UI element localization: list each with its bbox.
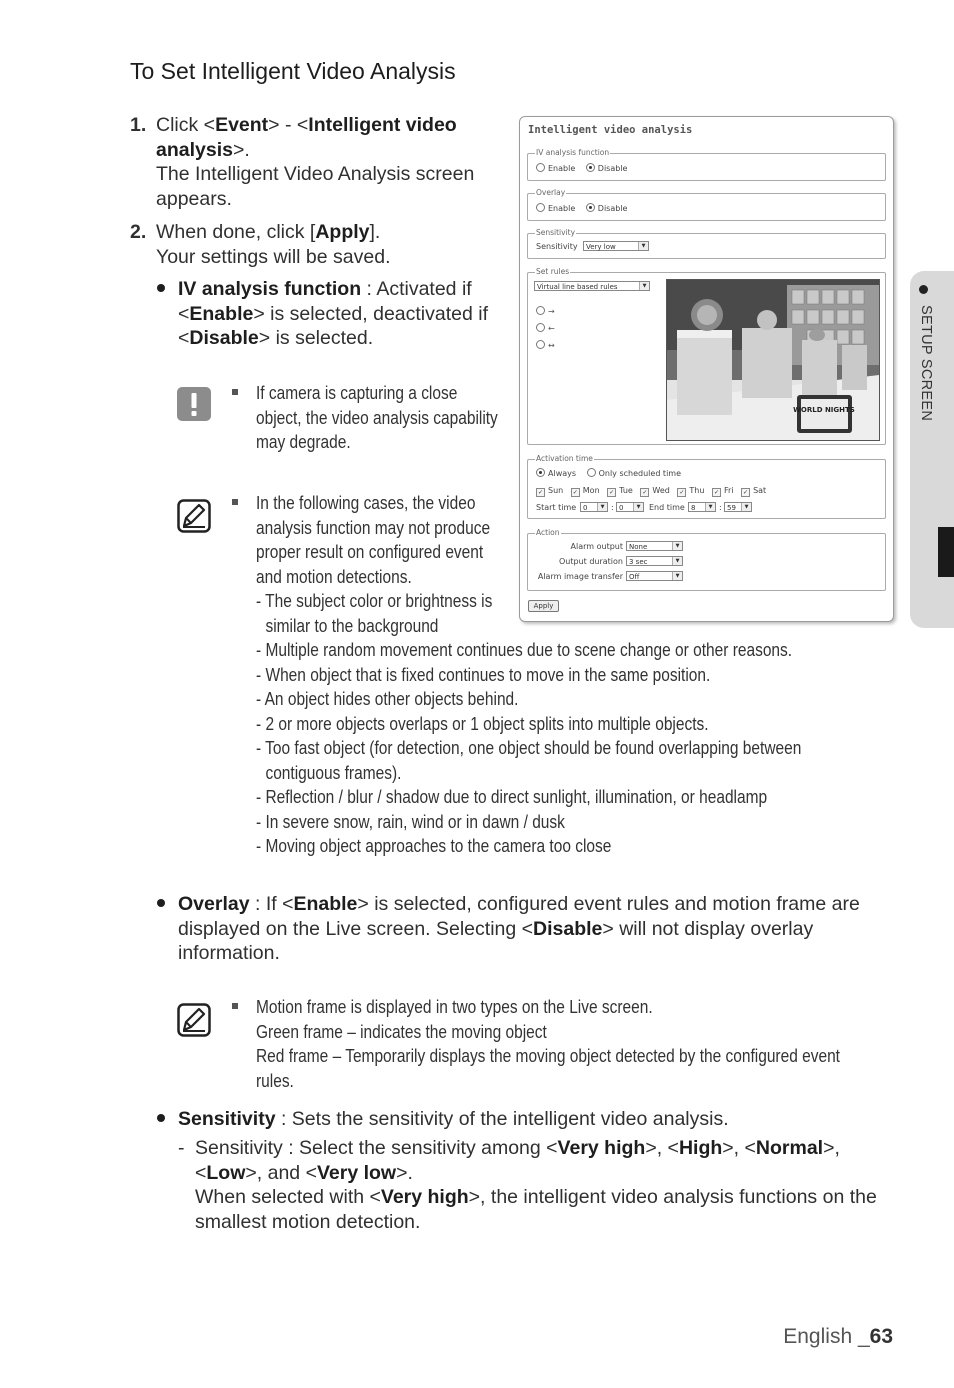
- memo-icon: [177, 1003, 211, 1037]
- bullet-label: Overlay: [178, 893, 250, 915]
- note-dash-line: - Too fast object (for detection, one object should be found overlapping between: [256, 738, 802, 758]
- rule-radio[interactable]: [536, 323, 545, 332]
- select-value: 3 sec: [629, 558, 648, 566]
- sensitivity-select[interactable]: [583, 241, 649, 251]
- high-label: High: [678, 1137, 723, 1159]
- bullet-text: > is selected, deactivated if <: [178, 302, 489, 349]
- step-text: > - <: [268, 114, 309, 136]
- note-line: may degrade.: [256, 432, 351, 452]
- note-line: Red frame – Temporarily displays the moving object detected by the configured event: [256, 1046, 840, 1066]
- note-line: object, the video analysis capability: [256, 407, 498, 428]
- note-line: analysis function may not produce: [256, 517, 491, 538]
- disable-label: Disable: [533, 917, 603, 940]
- chevron-down-icon: ▼: [638, 242, 648, 250]
- select-value: 59: [727, 504, 736, 512]
- iv-disable-radio[interactable]: [586, 163, 595, 172]
- start-hour-select[interactable]: [580, 502, 608, 512]
- step-text: When done, click [: [156, 221, 316, 243]
- chevron-down-icon: ▼: [672, 572, 682, 580]
- bullet-dot: [157, 899, 165, 907]
- activation-time-group: [527, 454, 886, 519]
- detail-text: >,: [823, 1137, 840, 1159]
- group-legend: Activation time: [536, 454, 593, 463]
- note-line: and motion detections.: [256, 566, 412, 587]
- iv-function-bullet: [178, 277, 508, 351]
- alarm-output-select[interactable]: [626, 541, 683, 551]
- day-label: Fri: [723, 486, 734, 495]
- step-text: ].: [369, 221, 381, 243]
- apply-label: Apply: [315, 221, 370, 243]
- rules-select[interactable]: [534, 281, 650, 291]
- iv-function-group: [527, 148, 886, 181]
- note-square: [232, 499, 238, 505]
- day-checkbox[interactable]: ✓: [642, 489, 648, 496]
- overlay-bullet: [178, 892, 868, 966]
- disable-label: Disable: [189, 327, 259, 349]
- radio-label: Enable: [548, 164, 576, 173]
- group-legend: IV analysis function: [536, 148, 610, 157]
- dash-marker: -: [178, 1137, 185, 1159]
- note-line: In the following cases, the video: [256, 493, 476, 513]
- note-dash-line: - 2 or more objects overlaps or 1 object splits into multiple objects.: [256, 713, 709, 734]
- detail-text: smallest motion detection.: [195, 1210, 421, 1233]
- select-value: 8: [691, 504, 696, 512]
- day-label: Tue: [619, 486, 633, 495]
- alarm-image-transfer-select[interactable]: [626, 571, 683, 581]
- note-dash-line: similar to the background: [265, 615, 439, 636]
- radio-label: Only scheduled time: [598, 469, 682, 478]
- bullet-text: : Sets the sensitivity of the intelligent video analysis.: [275, 1108, 729, 1130]
- step-1: [130, 113, 500, 211]
- iv-enable-radio[interactable]: [536, 163, 545, 172]
- chevron-down-icon: ▼: [633, 503, 643, 511]
- bullet-text: : Activated if <: [178, 278, 472, 325]
- chapter-bullet: [919, 285, 928, 294]
- menu-event: Event: [215, 114, 269, 136]
- group-legend: Overlay: [536, 188, 566, 197]
- step-result: The Intelligent Video Analysis screen appears.: [156, 163, 475, 210]
- bullet-text: > will not display overlay information.: [178, 917, 814, 964]
- day-checkbox[interactable]: ✓: [713, 489, 719, 496]
- select-value: Virtual line based rules: [537, 283, 618, 291]
- normal-label: Normal: [755, 1137, 824, 1159]
- camera-preview[interactable]: [666, 279, 880, 441]
- enable-label: Enable: [189, 302, 254, 325]
- bullet-text: : If <: [249, 893, 294, 915]
- very-high-label: Very high: [557, 1137, 646, 1159]
- note-dash-line: - Multiple random movement continues due to scene change or other reasons.: [256, 640, 793, 660]
- day-checkbox[interactable]: ✓: [679, 489, 685, 496]
- always-radio[interactable]: [536, 468, 545, 477]
- sign-text: WORLD NIGHTS: [793, 406, 855, 414]
- memo-icon: [177, 499, 211, 533]
- rule-radio[interactable]: [536, 340, 545, 349]
- end-minute-select[interactable]: [724, 502, 752, 512]
- note-dash-line: - When object that is fixed continues to move in the same position.: [256, 664, 711, 685]
- caution-icon: [177, 387, 211, 421]
- select-value: 0: [619, 504, 624, 512]
- step-number: 1.: [130, 114, 147, 136]
- detail-text: Sensitivity : Select the sensitivity among <: [195, 1137, 558, 1159]
- start-minute-select[interactable]: [616, 502, 644, 512]
- motion-note: [256, 995, 840, 1093]
- group-legend: Set rules: [536, 267, 570, 276]
- detail-text: >, <: [722, 1137, 756, 1159]
- sensitivity-detail: [195, 1136, 905, 1234]
- chevron-down-icon: ▼: [672, 557, 682, 565]
- caution-note: [256, 381, 498, 455]
- action-group: [527, 528, 886, 591]
- radio-label: Always: [548, 469, 577, 478]
- page-footer: [783, 1325, 893, 1349]
- bullet-label: IV analysis function: [178, 278, 362, 300]
- chapter-title: SETUP SCREEN: [918, 305, 934, 422]
- note-square: [232, 389, 238, 395]
- rule-option[interactable]: [536, 337, 555, 354]
- radio-label: Disable: [597, 164, 628, 173]
- rule-option[interactable]: [536, 320, 555, 337]
- day-label: Wed: [652, 486, 670, 495]
- bullet-text: > is selected, configured event rules and motion frame are displayed on the Live screen. Selecting <: [178, 893, 860, 940]
- menu-intelligent-video: Intelligent video analysis: [156, 114, 457, 161]
- arrow-both-icon: ↔: [548, 341, 555, 350]
- day-label: Sat: [753, 486, 767, 495]
- note-dash-line: - Moving object approaches to the camera too close: [256, 836, 612, 856]
- end-hour-select[interactable]: [688, 502, 716, 512]
- rule-radio[interactable]: [536, 306, 545, 315]
- note-dash-line: contiguous frames).: [265, 762, 402, 783]
- output-duration-label: Output duration: [559, 557, 623, 566]
- note-line: proper result on configured event: [256, 542, 484, 562]
- day-checkbox[interactable]: ✓: [743, 489, 749, 496]
- detail-text: When selected with <: [195, 1186, 381, 1208]
- apply-button[interactable]: Apply: [528, 600, 559, 612]
- note-square: [232, 1003, 238, 1009]
- sensitivity-group: [527, 228, 886, 259]
- detail-text: >, and <: [245, 1161, 317, 1184]
- detail-text: >, <: [645, 1137, 679, 1159]
- select-value: None: [629, 543, 648, 551]
- alarm-output-label: Alarm output: [570, 542, 623, 551]
- select-value: Very low: [586, 243, 616, 251]
- chapter-tab-marker: [938, 527, 954, 577]
- footer-language: English _: [783, 1325, 870, 1348]
- chevron-down-icon: ▼: [672, 542, 682, 550]
- bullet-dot: [157, 1114, 165, 1122]
- note-dash-line: - An object hides other objects behind.: [256, 689, 519, 709]
- day-label: Mon: [582, 486, 600, 495]
- page-number: 63: [869, 1325, 893, 1348]
- arrow-right-icon: →: [548, 307, 555, 316]
- note-line: Green frame – indicates the moving object: [256, 1021, 547, 1042]
- day-checkbox[interactable]: ✓: [572, 489, 578, 496]
- bullet-label: Sensitivity: [178, 1108, 276, 1130]
- output-duration-select[interactable]: [626, 556, 683, 566]
- step-number: 2.: [130, 221, 147, 243]
- enable-label: Enable: [293, 893, 358, 915]
- day-label: Thu: [689, 486, 705, 495]
- detail-text: >, the intelligent video analysis functions on the: [468, 1186, 877, 1208]
- group-legend: Sensitivity: [536, 228, 576, 237]
- alarm-image-transfer-label: Alarm image transfer: [537, 572, 623, 581]
- chevron-down-icon: ▼: [741, 503, 751, 511]
- note-line: Motion frame is displayed in two types on the Live screen.: [256, 997, 653, 1017]
- chevron-down-icon: ▼: [639, 282, 649, 290]
- note-dash-line: - Reflection / blur / shadow due to direct sunlight, illumination, or headlamp: [256, 787, 768, 807]
- step-text: Click <: [156, 114, 216, 136]
- scheduled-radio[interactable]: [587, 468, 596, 477]
- arrow-left-icon: ←: [548, 324, 555, 333]
- bullet-dot: [157, 284, 165, 292]
- step-2: [130, 220, 500, 269]
- detail-text: >.: [396, 1161, 413, 1184]
- preview-image: [667, 280, 879, 440]
- day-checkbox[interactable]: ✓: [609, 489, 615, 496]
- note-line: rules.: [256, 1070, 294, 1091]
- chevron-down-icon: ▼: [597, 503, 607, 511]
- group-legend: Action: [536, 528, 560, 537]
- very-low-label: Very low: [316, 1161, 397, 1184]
- overlay-group: [527, 188, 886, 221]
- end-time-label: End time: [649, 503, 685, 512]
- day-checkbox[interactable]: ✓: [537, 489, 544, 496]
- very-high-label: Very high: [380, 1186, 469, 1208]
- note-dash-line: - In severe snow, rain, wind or in dawn / dusk: [256, 811, 565, 832]
- radio-label: Disable: [597, 204, 628, 213]
- iva-settings-screenshot: [519, 116, 894, 622]
- sensitivity-bullet: [178, 1107, 898, 1132]
- start-time-label: Start time: [536, 503, 577, 512]
- note-line: If camera is capturing a close: [256, 383, 458, 403]
- chapter-tab-label: [912, 305, 938, 421]
- overlay-enable-radio[interactable]: [536, 203, 545, 212]
- step-result: Your settings will be saved.: [156, 245, 391, 268]
- page-title: To Set Intelligent Video Analysis: [130, 58, 456, 84]
- time-separator: :: [719, 503, 722, 512]
- sensitivity-label: Sensitivity: [536, 242, 578, 251]
- select-value: 0: [583, 504, 588, 512]
- rule-option[interactable]: [536, 303, 555, 320]
- panel-title: Intelligent video analysis: [528, 124, 693, 136]
- chevron-down-icon: ▼: [705, 503, 715, 511]
- day-label: Sun: [548, 486, 564, 495]
- low-label: Low: [206, 1161, 246, 1184]
- radio-label: Enable: [548, 204, 576, 213]
- time-separator: :: [611, 503, 614, 512]
- detail-text: <: [195, 1161, 207, 1184]
- select-value: Off: [629, 573, 640, 581]
- bullet-text: > is selected.: [258, 327, 374, 349]
- note-dash-line: - The subject color or brightness is: [256, 591, 493, 611]
- overlay-disable-radio[interactable]: [586, 203, 595, 212]
- step-text: >.: [232, 138, 250, 161]
